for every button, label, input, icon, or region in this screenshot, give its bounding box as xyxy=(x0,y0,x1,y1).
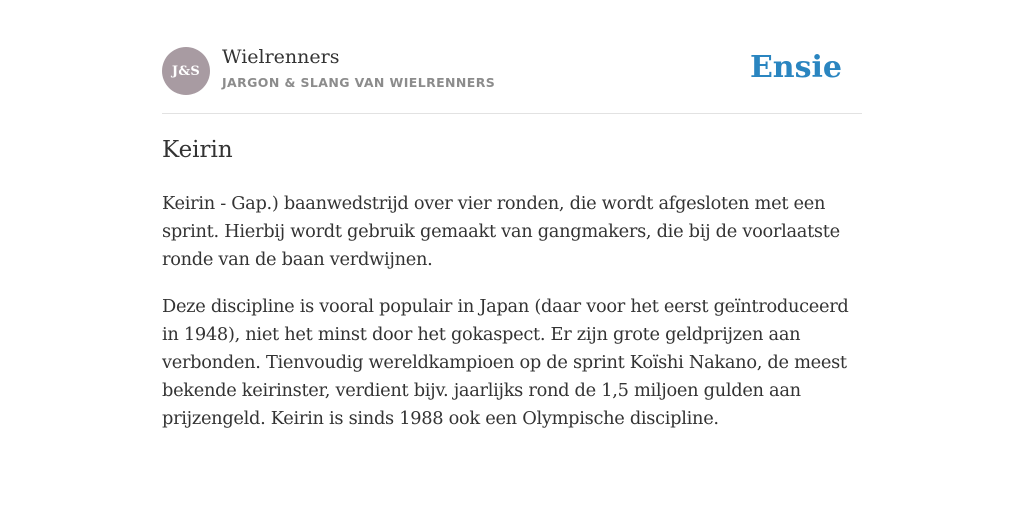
site-subtitle: JARGON & SLANG VAN WIELRENNERS xyxy=(222,75,496,90)
header-divider xyxy=(162,113,862,114)
brand-logo[interactable]: Ensie xyxy=(749,50,842,85)
definition-paragraph: Keirin - Gap.) baanwedstrijd over vier ronden, die wordt afgesloten met een sprint. Hierbij wordt gebruik gemaakt van gangmakers, die bij de voorlaatste ronde van de baan verdwijnen. xyxy=(162,193,840,270)
site-title[interactable]: Wielrenners xyxy=(222,46,340,68)
avatar[interactable]: J&S xyxy=(162,47,210,95)
header xyxy=(162,46,862,96)
page-title: Keirin xyxy=(162,137,233,163)
definition xyxy=(162,190,862,452)
definition-paragraph: Deze discipline is vooral populair in Japan (daar voor het eerst geïntroduceerd in 1948), niet het minst door het gokaspect. Er zijn grote geldprijzen aan verbonden. Tienvoudig wereldkampioen op de sprint Koïshi Nakano, de meest bekende keirinster, verdient bijv. jaarlijks rond de 1,5 miljoen gulden aan prijzengeld. Keirin is sinds 1988 ook een Olympische discipline. xyxy=(162,296,849,429)
